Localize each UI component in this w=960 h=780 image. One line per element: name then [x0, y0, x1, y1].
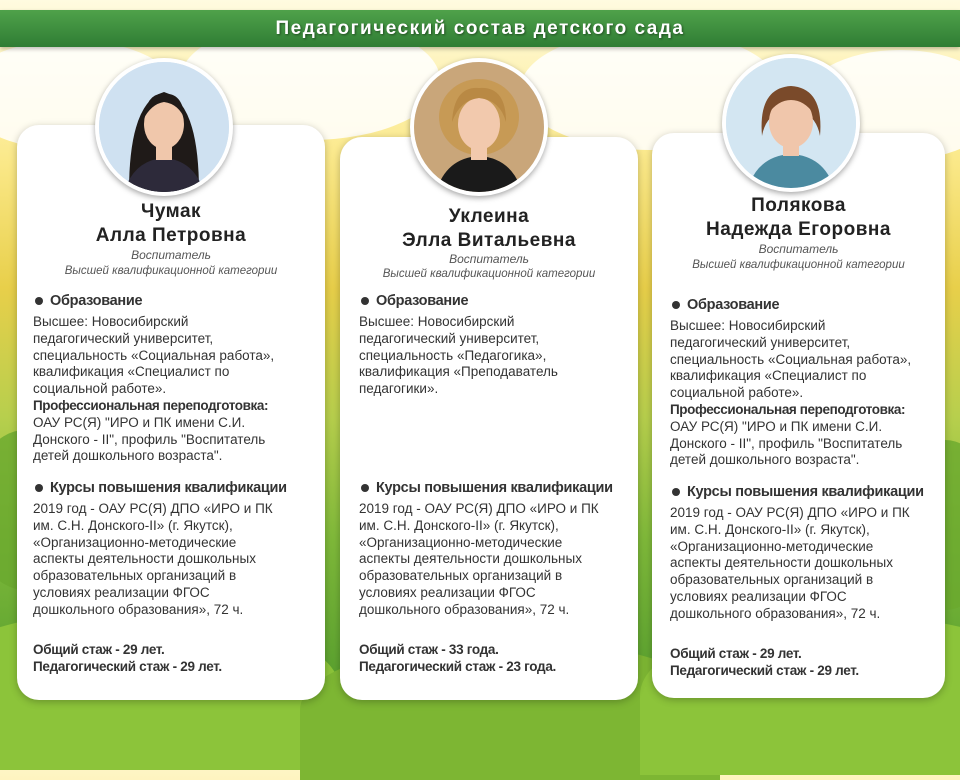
- teacher-name-2: [340, 205, 638, 253]
- text-line: ОАУ РС(Я) "ИРО и ПК имени С.И.: [33, 414, 246, 430]
- education-heading: Образование: [670, 297, 779, 313]
- experience-2: [359, 641, 556, 675]
- courses-text-1: [33, 501, 323, 619]
- page-title: Педагогический состав детского сада: [275, 17, 685, 39]
- text-line: квалификация «Преподаватель: [359, 364, 558, 380]
- education-text-3: [670, 318, 942, 469]
- text-line: Высшее: Новосибирский: [33, 314, 189, 329]
- text-line: педагогики».: [359, 381, 439, 397]
- text-line: педагогический университет,: [33, 330, 214, 346]
- teacher-category-3: Высшей квалификационной категории: [692, 259, 905, 271]
- teacher-given-name: Надежда Егоровна: [706, 219, 891, 240]
- teacher-photo-1: [95, 58, 233, 196]
- text-line: Высшее: Новосибирский: [670, 318, 826, 333]
- text-line: педагогический университет,: [670, 334, 851, 350]
- text-line: специальность «Социальная работа»,: [670, 351, 912, 367]
- text-line: специальность «Педагогика»,: [359, 347, 547, 363]
- courses-text-3: [670, 505, 942, 623]
- teacher-category-2: Высшей квалификационной категории: [382, 268, 596, 280]
- retraining-heading: Профессиональная переподготовка:: [670, 401, 906, 417]
- experience-1: [33, 641, 222, 675]
- text-line: 2019 год - ОАУ РС(Я) ДПО «ИРО и ПК: [670, 505, 910, 520]
- text-line: социальной работе».: [33, 381, 167, 397]
- text-line: Донского - II", профиль "Воспитатель: [33, 431, 266, 447]
- total-experience: Общий стаж - 29 лет.: [33, 642, 165, 657]
- text-line: дошкольного образования», 72 ч.: [33, 601, 244, 617]
- text-line: аспекты деятельности дошкольных: [670, 555, 893, 571]
- text-line: квалификация «Специалист по: [33, 364, 230, 380]
- teacher-role-2: Воспитатель: [449, 252, 529, 266]
- text-line: педагогический университет,: [359, 330, 540, 346]
- text-line: квалификация «Специалист по: [670, 368, 867, 384]
- teacher-surname: Чумак: [140, 201, 202, 222]
- text-line: дошкольного образования», 72 ч.: [359, 601, 570, 617]
- text-line: дошкольного образования», 72 ч.: [670, 605, 881, 621]
- teacher-surname: Уклеина: [448, 206, 530, 227]
- teacher-name-3: [652, 194, 945, 242]
- teacher-role-3: Воспитатель: [758, 242, 839, 256]
- text-line: специальность «Социальная работа»,: [33, 347, 275, 363]
- teaching-experience: Педагогический стаж - 29 лет.: [670, 663, 859, 678]
- teacher-photo-3: [722, 54, 860, 192]
- text-line: аспекты деятельности дошкольных: [33, 551, 256, 567]
- text-line: детей дошкольного возраста".: [670, 452, 860, 468]
- text-line: аспекты деятельности дошкольных: [359, 551, 582, 567]
- text-line: ОАУ РС(Я) "ИРО и ПК имени С.И.: [670, 418, 883, 434]
- teacher-given-name: Элла Витальевна: [402, 230, 576, 251]
- text-line: 2019 год - ОАУ РС(Я) ДПО «ИРО и ПК: [33, 501, 273, 516]
- courses-heading: Курсы повышения квалификации: [33, 480, 287, 496]
- text-line: «Организационно-методические: [670, 538, 874, 554]
- text-line: 2019 год - ОАУ РС(Я) ДПО «ИРО и ПК: [359, 501, 599, 516]
- teacher-category-1: Высшей квалификационной категории: [64, 265, 278, 277]
- text-line: Донского - II", профиль "Воспитатель: [670, 435, 903, 451]
- courses-text-2: [359, 501, 634, 619]
- teacher-given-name: Алла Петровна: [95, 225, 247, 246]
- portrait-icon: [726, 58, 856, 188]
- text-line: им. С.Н. Донского-II» (г. Якутск),: [670, 521, 870, 537]
- retraining-heading: Профессиональная переподготовка:: [33, 397, 269, 413]
- portrait-icon: [414, 62, 544, 192]
- text-line: условиях реализации ФГОС: [359, 584, 536, 600]
- teacher-photo-2: [410, 58, 548, 196]
- teacher-role-1: Воспитатель: [131, 248, 211, 262]
- text-line: условиях реализации ФГОС: [33, 584, 210, 600]
- text-line: условиях реализации ФГОС: [670, 588, 847, 604]
- education-text-2: [359, 314, 634, 398]
- teaching-experience: Педагогический стаж - 29 лет.: [33, 659, 222, 674]
- text-line: им. С.Н. Донского-II» (г. Якутск),: [33, 517, 233, 533]
- text-line: «Организационно-методические: [33, 534, 237, 550]
- text-line: образовательных организаций в: [359, 568, 563, 584]
- total-experience: Общий стаж - 33 года.: [359, 642, 499, 657]
- courses-heading: Курсы повышения квалификации: [670, 484, 924, 500]
- teacher-name-1: [17, 200, 325, 248]
- education-heading: Образование: [33, 293, 142, 309]
- text-line: им. С.Н. Донского-II» (г. Якутск),: [359, 517, 559, 533]
- text-line: «Организационно-методические: [359, 534, 563, 550]
- text-line: образовательных организаций в: [33, 568, 237, 584]
- title-bar: [0, 10, 960, 47]
- total-experience: Общий стаж - 29 лет.: [670, 646, 802, 661]
- portrait-icon: [99, 62, 229, 192]
- education-text-1: [33, 314, 323, 465]
- text-line: образовательных организаций в: [670, 572, 874, 588]
- text-line: Высшее: Новосибирский: [359, 314, 515, 329]
- teaching-experience: Педагогический стаж - 23 года.: [359, 659, 556, 674]
- education-heading: Образование: [359, 293, 468, 309]
- courses-heading: Курсы повышения квалификации: [359, 480, 613, 496]
- text-line: социальной работе».: [670, 385, 804, 401]
- experience-3: [670, 645, 859, 679]
- text-line: детей дошкольного возраста".: [33, 448, 223, 464]
- teacher-surname: Полякова: [751, 195, 846, 216]
